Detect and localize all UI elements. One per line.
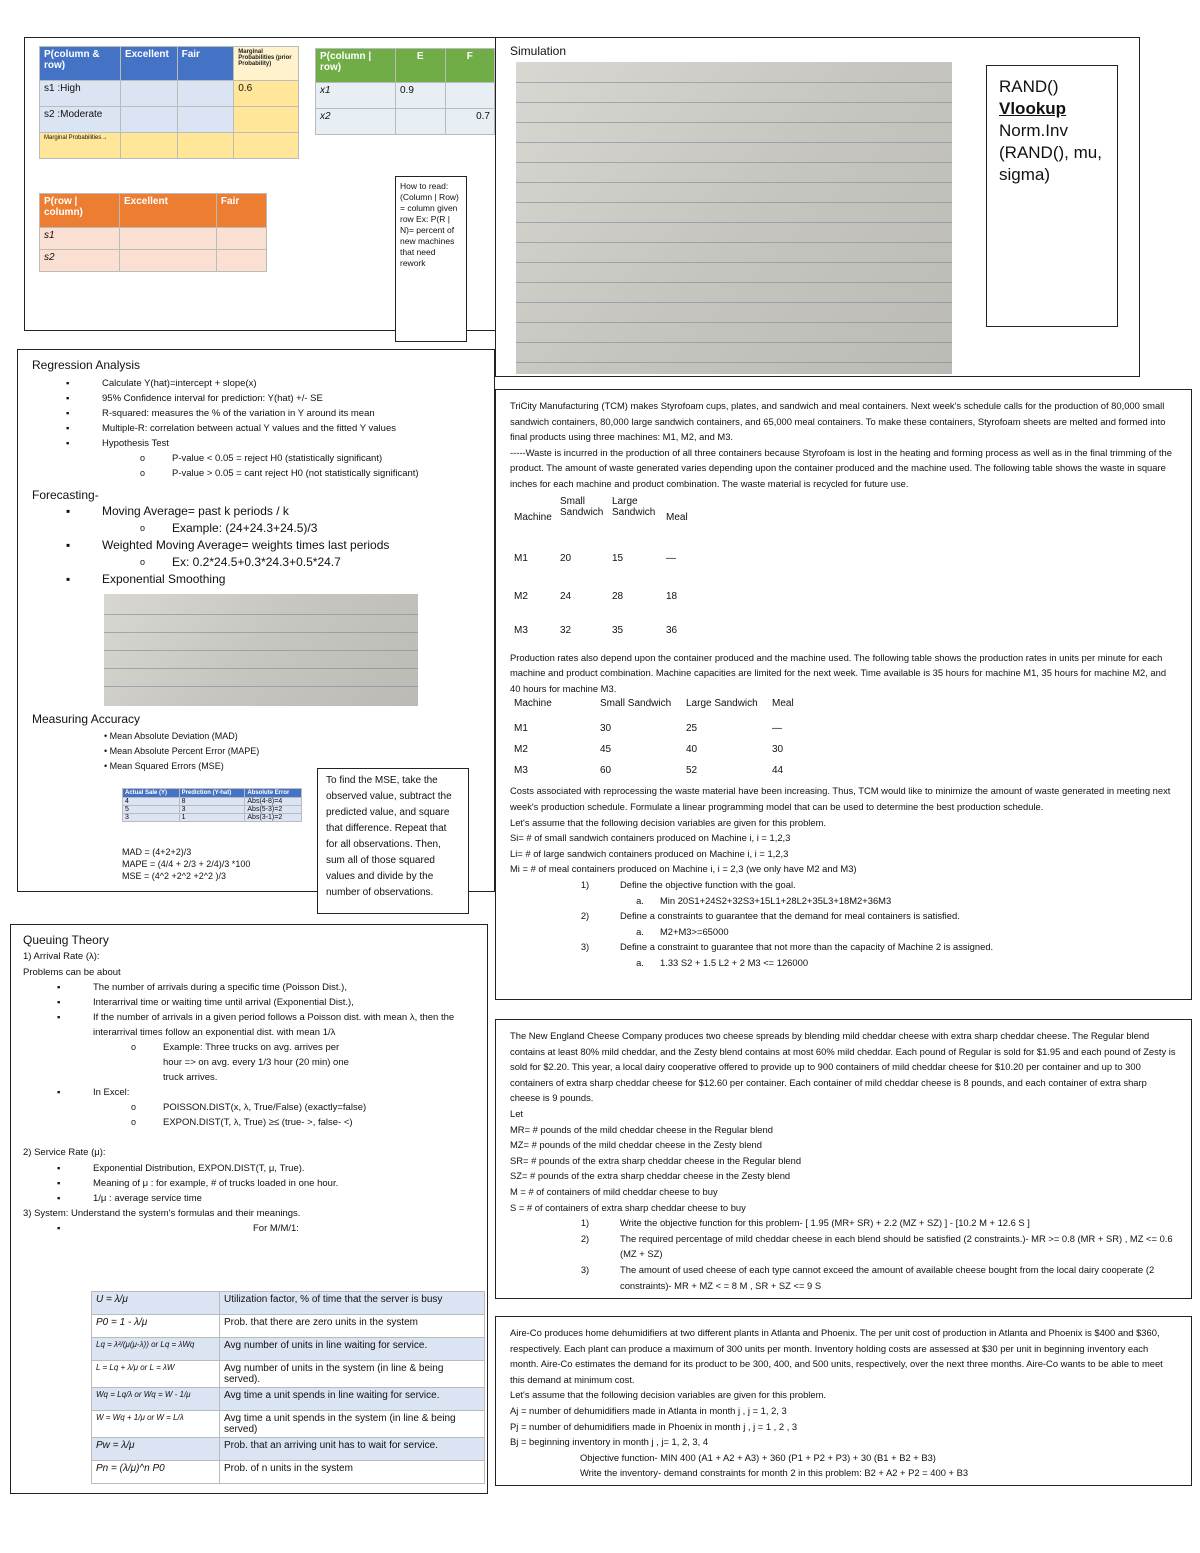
accuracy-title: Measuring Accuracy xyxy=(32,712,141,726)
joint-header: Marginal Probabilities (prior Probability) xyxy=(234,47,299,81)
rates-header: Machine xyxy=(514,698,552,710)
aireco-var: Pj = number of dehumidifiers made in Phoenix in month j , j = 1 , 2 , 3 xyxy=(510,1420,798,1432)
joint-header: Fair xyxy=(177,47,234,81)
rates-header: Small Sandwich xyxy=(600,698,672,710)
cheese-question: The amount of used cheese of each type cannot exceed the amount of available cheese bought from the local dairy cooperate (2 constraints)- MR + MZ < = 8 M , SR + SZ <= 9 S xyxy=(620,1263,1155,1291)
rates-cell: 52 xyxy=(686,765,698,777)
answer-letter: a. xyxy=(636,925,644,937)
rates-cell: M2 xyxy=(514,744,528,756)
cheese-intro: The New England Cheese Company produces two cheese spreads by blending mild cheddar cheese with extra sharp cheddar cheese. The Regular blend contains at least 80% mild cheddar, and the Zesty blend contains at most 60% mild cheddar. Each pound of Regular is sold for $1.95 and each pound of Zesty is sold for $2.20. This year, a local dairy cooperative offered to provide up to 900 containers of mild cheddar cheese for $10.20 per container and up to 300 containers of extra sharp cheddar cheese for $12.60 per container. Each container of mild cheddar cheese is 8 pounds, and each container of extra sharp cheese is 9 pounds. xyxy=(510,1030,1176,1104)
mini-header: Actual Sale (Y) xyxy=(123,789,180,798)
mse-note xyxy=(317,768,469,914)
waste-cell: 18 xyxy=(666,591,678,603)
question-number: 2) xyxy=(580,1232,590,1244)
cheese-problem xyxy=(495,1019,1192,1299)
system-label: 3) System: Understand the system's formulas and their meanings. xyxy=(23,1207,301,1219)
joint-cell xyxy=(234,107,299,133)
forecasting-item: ▪ Exponential Smoothing xyxy=(32,571,492,588)
formula-cell: Pw = λ/μ xyxy=(92,1438,220,1461)
formula-cell: Pn = (λ/μ)^n P0 xyxy=(92,1461,220,1484)
forecasting-title: Forecasting- xyxy=(32,488,99,502)
post-cell xyxy=(120,250,217,272)
excel-subitem: o EXPON.DIST(T, λ, True) ≥≤ (true- >, false- <) xyxy=(23,1115,485,1130)
tricity-question: Define a constraint to guarantee that not more than the capacity of Machine 2 is assigned. xyxy=(620,941,994,953)
joint-cell xyxy=(120,81,177,107)
formula-meaning: Prob. that there are zero units in the system xyxy=(220,1315,485,1338)
waste-table xyxy=(510,496,692,646)
waste-header: Small Sandwich xyxy=(560,495,604,518)
question-number: 1) xyxy=(580,1217,590,1229)
vlookup-function: Vlookup xyxy=(999,99,1067,118)
mini-cell: 8 xyxy=(179,798,245,806)
conditional-probability-table xyxy=(315,48,495,135)
cheese-var: Let xyxy=(510,1107,524,1119)
cheese-var: S = # of containers of extra sharp cheddar cheese to buy xyxy=(510,1201,746,1213)
question-number: 3) xyxy=(580,1263,590,1275)
regression-item: ▪ 95% Confidence interval for prediction: Y(hat) +/- SE xyxy=(32,391,492,406)
mse-note-text: To find the MSE, take the observed value, subtract the predicted value, and square that difference. Repeat that for all observations. Then, sum all of those squared values and divide by the number of observations. xyxy=(326,775,452,898)
joint-cell xyxy=(120,107,177,133)
waste-cell: 24 xyxy=(560,591,572,603)
regression-list xyxy=(32,376,492,481)
waste-cell: 32 xyxy=(560,625,572,637)
post-cell xyxy=(216,250,266,272)
joint-cell xyxy=(120,133,177,159)
joint-probability-table xyxy=(39,46,299,159)
accuracy-formulas xyxy=(122,846,250,882)
cond-header: E xyxy=(396,49,446,83)
arrival-rate-label: 1) Arrival Rate (λ): xyxy=(23,951,100,962)
excel-label: ▪ In Excel: xyxy=(23,1085,485,1100)
aireco-intro: Aire-Co produces home dehumidifiers at two different plants in Atlanta and Phoenix. The per unit cost of production in Atlanta and Phoenix is $400 and $360, respectively. Each plant can produce a maximum of 300 units per month. Inventory holding costs are assessed at $30 per unit in beginning inventory each month. Aire-Co estimates the demand for its product to be 300, 400, and 500 units, respectively, over the next three months. Aire-Co wants to be able to meet this demand at minimum cost. xyxy=(510,1327,1163,1385)
mm1-formula-table xyxy=(91,1291,485,1484)
formula-meaning: Avg number of units in the system (in line & being served). xyxy=(220,1361,485,1388)
cond-cell: 0.9 xyxy=(396,83,446,109)
question-number: 3) xyxy=(580,941,590,953)
mini-header: Absolute Error xyxy=(245,789,302,798)
accuracy-item: • Mean Absolute Percent Error (MAPE) xyxy=(104,746,260,756)
joint-cell xyxy=(177,107,234,133)
rates-cell: 60 xyxy=(600,765,612,777)
exponential-smoothing-photo xyxy=(104,594,418,706)
simulation-section xyxy=(495,37,1140,377)
waste-cell: 36 xyxy=(666,625,678,637)
rates-cell: 30 xyxy=(772,744,784,756)
cond-header: F xyxy=(445,49,495,83)
rates-cell: 40 xyxy=(686,744,698,756)
joint-cell: s1 :High xyxy=(40,81,121,107)
mini-header: Prediction (Y-hat) xyxy=(179,789,245,798)
tricity-question: Define the objective function with the goal. xyxy=(620,878,796,890)
formula-cell: P0 = 1 - λ/μ xyxy=(92,1315,220,1338)
regression-subitem: o P-value < 0.05 = reject H0 (statistically significant) xyxy=(32,451,492,466)
regression-subitem: o P-value > 0.05 = cant reject H0 (not statistically significant) xyxy=(32,466,492,481)
tricity-intro: TriCity Manufacturing (TCM) makes Styrofoam cups, plates, and sandwich and meal containers. Next week's schedule calls for the production of 80,000 small sandwich containers, 80,000 large sandwich containers, and 65,000 meal containers. To make these containers, Styrofoam sheets are melted and formed into final products using three machines: M1, M2, and M3. xyxy=(510,400,1166,443)
waste-cell: M3 xyxy=(514,625,528,637)
rates-header: Meal xyxy=(772,698,794,710)
forecasting-item: ▪ Moving Average= past k periods / k xyxy=(32,503,492,520)
waste-cell: 35 xyxy=(612,625,624,637)
cond-cell: x2 xyxy=(316,109,396,135)
formula-meaning: Utilization factor, % of time that the server is busy xyxy=(220,1292,485,1315)
accuracy-mini-table xyxy=(122,788,302,822)
problems-label: Problems can be about xyxy=(23,966,121,978)
rates-table xyxy=(510,698,798,781)
rates-cell: 30 xyxy=(600,723,612,735)
queuing-title: Queuing Theory xyxy=(23,933,109,947)
handwritten-simulation-photo xyxy=(516,62,952,374)
mini-cell: Abs(4-8)=4 xyxy=(245,798,302,806)
joint-cell xyxy=(177,81,234,107)
cheese-var: SR= # pounds of the extra sharp cheddar cheese in the Regular blend xyxy=(510,1154,802,1166)
answer-letter: a. xyxy=(636,894,644,906)
aireco-var: Aj = number of dehumidifiers made in Atlanta in month j , j = 1, 2, 3 xyxy=(510,1404,787,1416)
cond-cell xyxy=(396,109,446,135)
tricity-answer: M2+M3>=65000 xyxy=(660,925,729,937)
post-cell xyxy=(120,228,217,250)
excel-functions-box xyxy=(986,65,1118,327)
simulation-title: Simulation xyxy=(510,44,567,58)
waste-cell: M1 xyxy=(514,553,528,565)
cond-cell: 0.7 xyxy=(445,109,495,135)
rates-cell: 45 xyxy=(600,744,612,756)
aireco-problem xyxy=(495,1316,1192,1486)
service-item: ▪ Exponential Distribution, EXPON.DIST(T, μ, True). xyxy=(23,1161,485,1176)
rates-cell: M3 xyxy=(514,765,528,777)
waste-cell: — xyxy=(666,553,676,565)
mape-formula: MAPE = (4/4 + 2/3 + 2/4)/3 *100 xyxy=(122,859,251,869)
regression-item: ▪ Multiple-R: correlation between actual Y values and the fitted Y values xyxy=(32,421,492,436)
rates-cell: — xyxy=(772,723,782,735)
tricity-problem xyxy=(495,389,1192,1000)
rates-cell: 44 xyxy=(772,765,784,777)
waste-cell: M2 xyxy=(514,591,528,603)
question-number: 1) xyxy=(580,878,590,890)
rand-function: RAND() xyxy=(999,77,1059,96)
aireco-var: Let's assume that the following decision variables are given for this problem. xyxy=(510,1389,827,1401)
formula-cell: U = λ/μ xyxy=(92,1292,220,1315)
cond-cell xyxy=(445,83,495,109)
tricity-var: Let's assume that the following decision variables are given for this problem. xyxy=(510,816,827,828)
question-number: 2) xyxy=(580,910,590,922)
mini-cell: 4 xyxy=(123,798,180,806)
waste-header: Large Sandwich xyxy=(612,495,656,518)
cheese-var: MR= # pounds of the mild cheddar cheese in the Regular blend xyxy=(510,1123,773,1135)
cheese-var: MZ= # pounds of the mild cheddar cheese in the Zesty blend xyxy=(510,1139,762,1151)
aireco-inventory: Write the inventory- demand constraints for month 2 in this problem: B2 + A2 + P2 = 400 + B3 xyxy=(580,1467,969,1479)
excel-subitem: o POISSON.DIST(x, λ, True/False) (exactly=false) xyxy=(23,1100,485,1115)
cond-cell: x1 xyxy=(316,83,396,109)
mini-cell: 3 xyxy=(179,806,245,814)
service-rate-label: 2) Service Rate (μ): xyxy=(23,1147,106,1158)
forecasting-item: ▪ Weighted Moving Average= weights times last periods xyxy=(32,537,492,554)
mini-cell: 3 xyxy=(123,814,180,822)
post-header: Fair xyxy=(216,194,266,228)
post-cell: s1 xyxy=(40,228,120,250)
waste-header: Meal xyxy=(666,512,688,524)
how-to-read-text: How to read: (Column | Row) = column given row Ex: P(R | N)= percent of new machines that need rework xyxy=(400,181,459,268)
forecasting-list xyxy=(32,503,492,588)
post-cell xyxy=(216,228,266,250)
post-header: P(row | column) xyxy=(40,194,120,228)
joint-header: P(column & row) xyxy=(40,47,121,81)
tricity-question: Define a constraints to guarantee that the demand for meal containers is satisfied. xyxy=(620,910,960,922)
rates-header: Large Sandwich xyxy=(686,698,758,710)
waste-cell: 15 xyxy=(612,553,624,565)
mini-cell: 5 xyxy=(123,806,180,814)
queuing-item: ▪ If the number of arrivals in a given period follows a Poisson dist. with mean λ, then the interarrival times follow an exponential dist. with mean 1/λ xyxy=(23,1010,485,1040)
queuing-item: ▪ The number of arrivals during a specific time (Poisson Dist.), xyxy=(23,980,485,995)
forecasting-subitem: o Ex: 0.2*24.5+0.3*24.3+0.5*24.7 xyxy=(32,554,492,571)
regression-item: ▪ Calculate Y(hat)=intercept + slope(x) xyxy=(32,376,492,391)
mse-formula: MSE = (4^2 +2^2 +2^2 )/3 xyxy=(122,871,226,881)
mm1-label: ▪ For M/M/1: xyxy=(23,1221,485,1236)
queuing-section xyxy=(10,924,488,1494)
queuing-body xyxy=(23,949,485,1236)
formula-meaning: Prob. of n units in the system xyxy=(220,1461,485,1484)
aireco-var: Bj = beginning inventory in month j , j= 1, 2, 3, 4 xyxy=(510,1436,709,1448)
cheese-var: SZ= # pounds of the extra sharp cheddar cheese in the Zesty blend xyxy=(510,1170,791,1182)
tricity-rates-text: Production rates also depend upon the container produced and the machine used. The following table shows the production rates in units per minute for each machine and product combination. Machine capacities are limited for the next week. Time available is 35 hours for machine M1, 35 hours for machine M2, and 40 hours for machine M3. xyxy=(510,651,1167,694)
formula-meaning: Prob. that an arriving unit has to wait for service. xyxy=(220,1438,485,1461)
waste-header: Machine xyxy=(514,512,552,524)
rates-cell: M1 xyxy=(514,723,528,735)
aireco-objective: Objective function- MIN 400 (A1 + A2 + A3) + 360 (P1 + P2 + P3) + 30 (B1 + B2 + B3) xyxy=(580,1451,936,1463)
mad-formula: MAD = (4+2+2)/3 xyxy=(122,847,192,857)
forecasting-subitem: o Example: (24+24.3+24.5)/3 xyxy=(32,520,492,537)
regression-item: ▪ R-squared: measures the % of the variation in Y around its mean xyxy=(32,406,492,421)
mini-cell: Abs(3-1)=2 xyxy=(245,814,302,822)
mini-cell: Abs(5-3)=2 xyxy=(245,806,302,814)
cheese-question: Write the objective function for this problem- [ 1.95 (MR+ SR) + 2.2 (MZ + SZ) ] - [10.2 M + 12.6 S ] xyxy=(620,1217,1030,1229)
formula-cell: Lq = λ²/(μ(μ-λ)) or Lq = λWq xyxy=(92,1338,220,1361)
rates-cell: 25 xyxy=(686,723,698,735)
formula-cell: W = Wq + 1/μ or W = L/λ xyxy=(92,1411,220,1438)
queuing-item: ▪ Interarrival time or waiting time until arrival (Exponential Dist.), xyxy=(23,995,485,1010)
joint-cell: 0.6 xyxy=(234,81,299,107)
service-item: ▪ Meaning of μ : for example, # of trucks loaded in one hour. xyxy=(23,1176,485,1191)
tricity-answer: 1.33 S2 + 1.5 L2 + 2 M3 <= 126000 xyxy=(660,956,809,968)
regression-item: ▪ Hypothesis Test xyxy=(32,436,492,451)
formula-cell: L = Lq + λ/μ or L = λW xyxy=(92,1361,220,1388)
mini-cell: 1 xyxy=(179,814,245,822)
norminv-function: Norm.Inv (RAND(), mu, sigma) xyxy=(999,121,1102,184)
posterior-probability-table xyxy=(39,193,267,272)
post-header: Excellent xyxy=(120,194,217,228)
queuing-example: o Example: Three trucks on avg. arrives per hour => on avg. every 1/3 hour (20 min) one truck arrives. xyxy=(23,1040,485,1085)
waste-cell: 20 xyxy=(560,553,572,565)
cheese-question: The required percentage of mild cheddar cheese in each blend should be satisfied (2 constraints.)- MR >= 0.8 (MR + SR) , MZ <= 0.6 (MZ + SZ) xyxy=(620,1232,1173,1260)
tricity-var: Mi = # of meal containers produced on Machine i, i = 2,3 (we only have M2 and M3) xyxy=(510,863,857,875)
accuracy-item: • Mean Absolute Deviation (MAD) xyxy=(104,731,238,741)
formula-meaning: Avg time a unit spends in line waiting for service. xyxy=(220,1388,485,1411)
post-cell: s2 xyxy=(40,250,120,272)
tricity-costs: Costs associated with reprocessing the waste material have been increasing. Thus, TCM would like to minimize the amount of waste generated in meeting next week's production schedule. Formulate a linear programming model that can be used to determine the best production schedule. xyxy=(510,785,1171,812)
joint-header: Excellent xyxy=(120,47,177,81)
cheese-var: M = # of containers of mild cheddar cheese to buy xyxy=(510,1185,718,1197)
cond-header: P(column | row) xyxy=(316,49,396,83)
waste-cell: 28 xyxy=(612,591,624,603)
tricity-answer: Min 20S1+24S2+32S3+15L1+28L2+35L3+18M2+36M3 xyxy=(660,894,892,906)
formula-meaning: Avg time a unit spends in the system (in line & being served) xyxy=(220,1411,485,1438)
tricity-var: Li= # of large sandwich containers produced on Machine i, i = 1,2,3 xyxy=(510,847,789,859)
accuracy-item: • Mean Squared Errors (MSE) xyxy=(104,761,224,771)
how-to-read-note xyxy=(395,176,467,342)
service-item: ▪ 1/μ : average service time xyxy=(23,1191,485,1206)
formula-cell: Wq = Lq/λ or Wq = W - 1/μ xyxy=(92,1388,220,1411)
regression-title: Regression Analysis xyxy=(32,358,141,372)
marginal-footer: Marginal Probabilities→ xyxy=(40,133,121,159)
joint-cell xyxy=(234,133,299,159)
joint-cell: s2 :Moderate xyxy=(40,107,121,133)
tricity-waste: -----Waste is incurred in the production of all three containers because Styrofoam is lost in the heating and forming process as well as in the final trimming of the product. The amount of waste generated varies depending upon the container produced and the machine used. The following table shows the waste in square inches for each machine and product combination. The waste material is recycled for future use. xyxy=(510,446,1172,489)
tricity-var: Si= # of small sandwich containers produced on Machine i, i = 1,2,3 xyxy=(510,832,791,844)
accuracy-list xyxy=(104,729,259,774)
formula-meaning: Avg number of units in line waiting for service. xyxy=(220,1338,485,1361)
answer-letter: a. xyxy=(636,956,644,968)
joint-cell xyxy=(177,133,234,159)
